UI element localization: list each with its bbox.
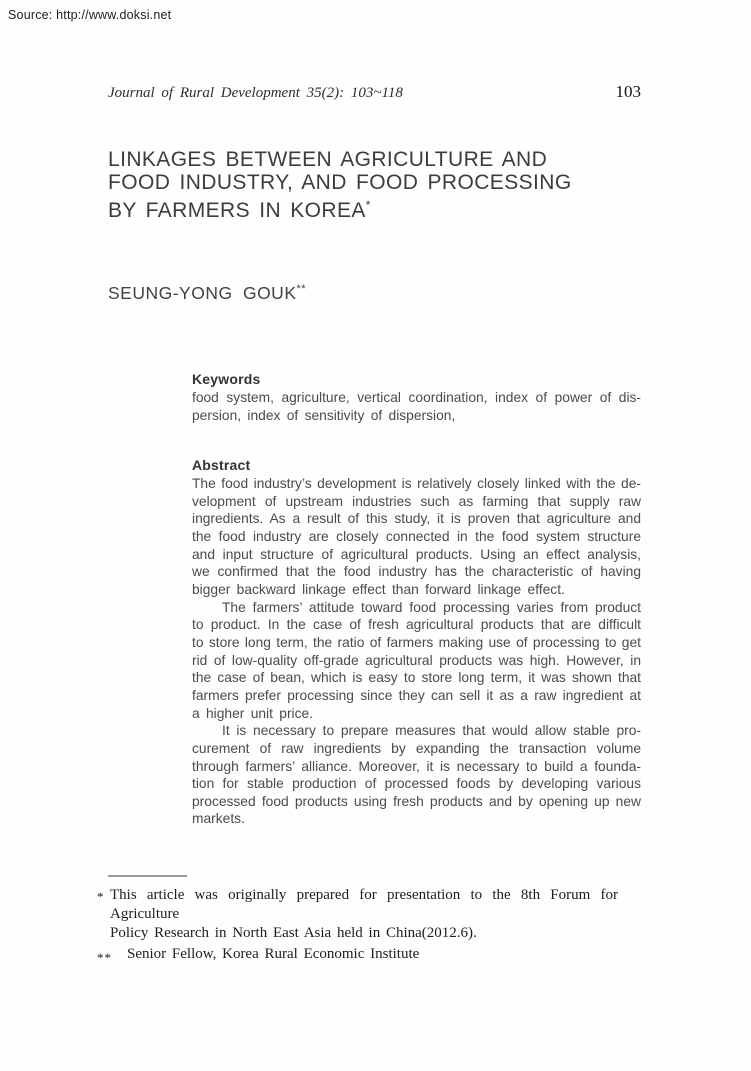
author-footnote-marker: ** bbox=[296, 283, 307, 296]
abstract-paragraph bbox=[192, 475, 641, 599]
footnote-marker: * bbox=[97, 889, 105, 904]
abstract-line: the food industry are closely connected in the food system structure bbox=[192, 528, 641, 544]
abstract-section bbox=[192, 457, 641, 828]
footnote-line: Senior Fellow, Korea Rural Economic Institute bbox=[127, 946, 420, 962]
footnote-line: Policy Research in North East Asia held in China(2012.6). bbox=[110, 925, 477, 941]
paper-title bbox=[108, 148, 668, 223]
title-footnote-marker: * bbox=[365, 198, 371, 213]
keywords-line: persion, index of sensitivity of dispersion, bbox=[192, 407, 456, 423]
abstract-line: rid of low-quality off-grade agricultural products was high. However, in bbox=[192, 652, 641, 668]
author-name bbox=[108, 283, 306, 304]
footnote-article-origin bbox=[97, 886, 618, 943]
journal-citation: Journal of Rural Development 35(2): 103~118 bbox=[108, 85, 403, 101]
abstract-line: bigger backward linkage effect than forward linkage effect. bbox=[192, 581, 565, 597]
abstract-line: farmers prefer processing since they can sell it as a raw ingredient at bbox=[192, 687, 641, 703]
paper-title-line-1: LINKAGES BETWEEN AGRICULTURE AND bbox=[108, 148, 548, 171]
abstract-line: ingredients. As a result of this study, it is proven that agriculture and bbox=[192, 511, 641, 527]
abstract-line: to store long term, the ratio of farmers making use of processing to get bbox=[192, 634, 641, 650]
keywords-line: food system, agriculture, vertical coordination, index of power of dis- bbox=[192, 390, 641, 405]
page-number: 103 bbox=[615, 82, 641, 101]
abstract-line: The food industry’s development is relatively closely linked with the de- bbox=[192, 476, 641, 491]
abstract-line: markets. bbox=[192, 811, 245, 827]
abstract-line: velopment of upstream industries such as farming that supply raw bbox=[192, 493, 641, 509]
abstract-line: and input structure of agricultural products. Using an effect analysis, bbox=[192, 546, 641, 562]
abstract-line: through farmers’ alliance. Moreover, it is necessary to build a founda- bbox=[192, 758, 641, 774]
abstract-line: curement of raw ingredients by expanding the transaction volume bbox=[192, 740, 641, 756]
paper-title-line-2: FOOD INDUSTRY, AND FOOD PROCESSING bbox=[108, 171, 572, 195]
footnote-divider bbox=[108, 875, 187, 877]
abstract-line: the case of bean, which is easy to store long term, it was shown that bbox=[192, 670, 641, 686]
abstract-line: processed food products using fresh products and by opening up new bbox=[192, 793, 641, 809]
source-watermark: Source: http://www.doksi.net bbox=[8, 8, 172, 22]
abstract-paragraph bbox=[192, 599, 641, 723]
paper-title-line-3-text: BY FARMERS IN KOREA bbox=[108, 199, 366, 223]
keywords-heading: Keywords bbox=[192, 371, 261, 387]
footnote-line: This article was originally prepared for presentation to the 8th Forum for Agriculture bbox=[110, 887, 618, 922]
abstract-heading: Abstract bbox=[192, 457, 251, 473]
abstract-line: a higher unit price. bbox=[192, 705, 314, 721]
paper-title-line-3 bbox=[108, 194, 668, 222]
abstract-line: we confirmed that the food industry has the characteristic of having bbox=[192, 564, 641, 580]
footnotes-section bbox=[97, 886, 618, 965]
footnote-marker: ** bbox=[97, 950, 112, 965]
abstract-line: It is necessary to prepare measures that would allow stable pro- bbox=[222, 723, 641, 739]
keywords-section bbox=[192, 371, 641, 424]
journal-header bbox=[108, 82, 641, 102]
abstract-line: to product. In the case of fresh agricultural products that are difficult bbox=[192, 617, 641, 633]
abstract-line: The farmers’ attitude toward food processing varies from product bbox=[222, 599, 641, 615]
abstract-line: tion for stable production of processed foods by developing various bbox=[192, 776, 641, 792]
author-name-text: SEUNG-YONG GOUK bbox=[108, 283, 297, 303]
footnote-author-affiliation bbox=[97, 945, 618, 965]
abstract-paragraph bbox=[192, 722, 641, 828]
